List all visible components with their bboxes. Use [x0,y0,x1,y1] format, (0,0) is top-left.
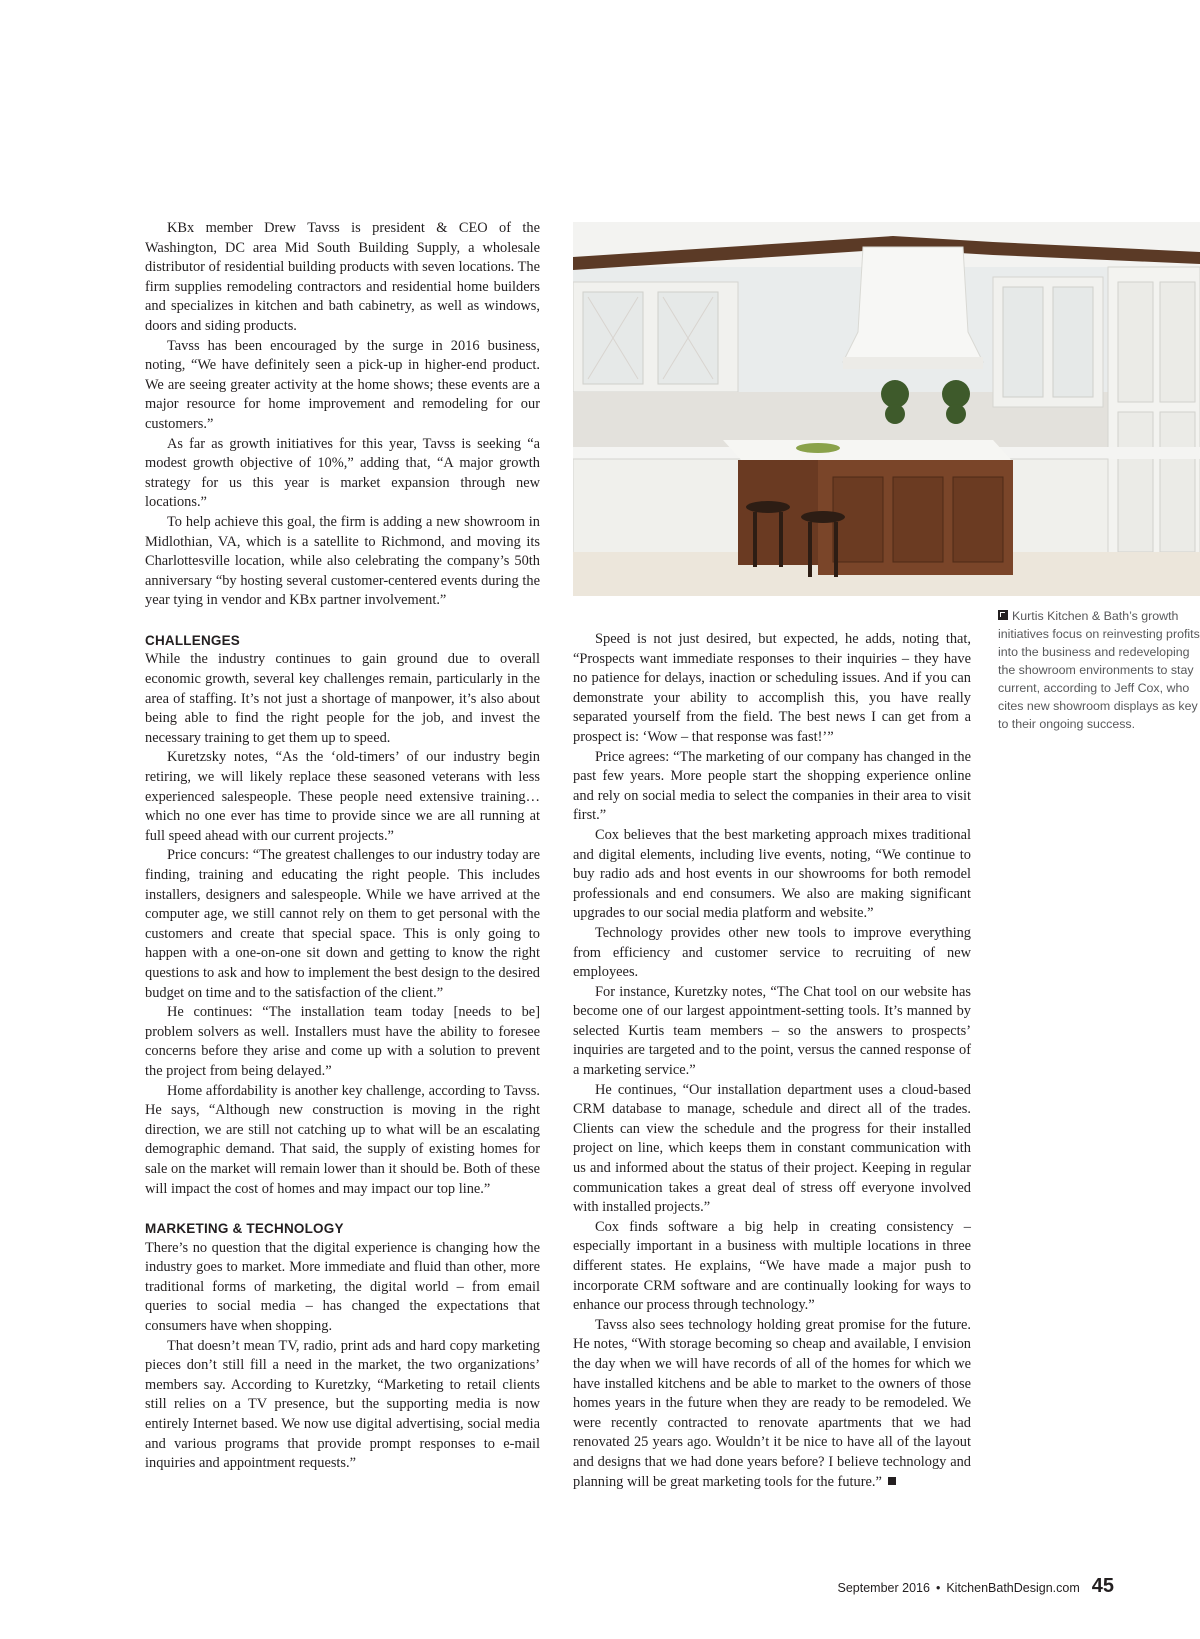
section-heading-marketing: MARKETING & TECHNOLOGY [145,1221,344,1237]
paragraph: As far as growth initiatives for this year, Tavss is seeking “a modest growth objective of 10%,” adding that, “A major growth strategy for us this year is market expansion through new locations.” [145,435,540,511]
paragraph: He continues: “The installation team today [needs to be] problem solvers as well. Installers must have the ability to foresee concerns before they arise and come up with a solution to prevent the project from being delayed.” [145,1004,540,1079]
issue-date: September 2016 [837,1581,930,1595]
paragraph: There’s no question that the digital experience is changing how the industry goes to market. More immediate and fluid than other, more traditional forms of marketing, the digital world – from email queries to social media – has changed the expectations that consumers have when shopping. [145,1239,540,1335]
paragraph: Home affordability is another key challenge, according to Tavss. He says, “Although new construction is moving in the right direction, we are still not catching up to what will be an escalating demographic demand. That said, the supply of existing homes for sale on the market will remain lower than it should be. Both of these will impact the cost of homes and may impact our top line.” [145,1082,540,1197]
end-mark-icon [888,1477,896,1485]
paragraph: For instance, Kuretzky notes, “The Chat tool on our website has become one of our largest appointment-setting tools. It’s manned by selected Kurtis team members – so the answers to prospects’ inquiries are targeted and to the point, versus the canned response of a marketing service.” [573,983,971,1079]
paragraph: Cox finds software a big help in creating consistency – especially important in a business with multiple locations in three different states. He explains, “We have made a major push to incorporate CRM software and are continually looking for ways to enhance our process through technology.” [573,1218,971,1314]
paragraph: That doesn’t mean TV, radio, print ads and hard copy marketing pieces don’t still fill a need in the market, the two organizations’ members say. According to Kuretzky, “Marketing to retail clients still relies on a TV presence, but the supporting media is now entirely Internet based. We now use digital advertising, social media and various programs that provide prompt responses to e-mail inquiries and appointment requests.” [145,1337,540,1472]
paragraph: Technology provides other new tools to improve everything from efficiency and customer service to recruiting of new employees. [573,924,971,981]
page-footer [838,1575,1114,1598]
footer-separator: • [935,1581,941,1595]
photo-arrow-icon [998,610,1008,620]
paragraph: While the industry continues to gain ground due to overall economic growth, several key challenges remain, particularly in the area of staffing. It’s not just a shortage of manpower, it’s also about being able to find the right people for the job, and invest the necessary training to get them up to speed. [145,651,540,746]
paragraph-last [573,1316,971,1492]
paragraph: Speed is not just desired, but expected, he adds, noting that, “Prospects want immediate responses to their inquiries – they have no patience for delays, inaction or scheduling issues. And if you can demonstrate your ability to accomplish this, you have really separated yourself from the field. The best news I can get from a prospect is: ‘Wow – that response was fast!’” [573,631,971,745]
paragraph: To help achieve this goal, the firm is adding a new showroom in Midlothian, VA, which is a satellite to Richmond, and moving its Charlottesville location, while also celebrating the company’s 50th anniversary “by hosting several customer-centered events during the year tying in vendor and KBx partner involvement.” [145,513,540,609]
middle-column [573,630,971,1492]
photo-caption [998,607,1200,733]
caption-text: Kurtis Kitchen & Bath’s growth initiatives focus on reinvesting profits into the business and redeveloping the showroom environments to stay current, according to Jeff Cox, who cites new showroom displays as key to their ongoing success. [998,609,1200,731]
paragraph: Price concurs: “The greatest challenges to our industry today are finding, training and educating the right people. This includes installers, designers and salespeople. While we have arrived at the computer age, we still cannot rely on them to get personal with the customers and create that special space. This is only going to happen with a one-on-one sit down and getting to know the right questions to ask and how to implement the best design to the desired budget on time and to the satisfaction of the client.” [145,847,540,1001]
website-link[interactable]: KitchenBathDesign.com [946,1581,1080,1595]
paragraph: KBx member Drew Tavss is president & CEO of the Washington, DC area Mid South Building Supply, a wholesale distributor of residential building products with seven locations. The firm supplies remodeling contractors and residential home builders and specializes in kitchen and bath cabinetry, as well as windows, doors and siding products. [145,220,540,334]
left-column [145,219,540,1474]
kitchen-photo [573,222,1200,596]
paragraph: Tavss has been encouraged by the surge in 2016 business, noting, “We have definitely seen a pick-up in higher-end product. We are seeing greater activity at the home shows; these events are a major resource for home improvement and remodeling for our customers.” [145,337,540,432]
paragraph: Cox believes that the best marketing approach mixes traditional and digital elements, including live events, noting, “We continue to buy radio ads and host events in our showrooms for both remodel professionals and end consumers. We also are making significant upgrades to our social media platform and website.” [573,826,971,922]
paragraph-text: Tavss also sees technology holding great promise for the future. He notes, “With storage becoming so cheap and available, I envision the day when we will have records of all of the homes for which we have installed kitchens and be able to market to the owners of those homes years in the future when they are ready to be remodeled. We were recently contracted to renovate apartments that we had renovated 25 years ago. Wouldn’t it be nice to have all of the layout and designs that we had done years before? I believe technology and planning will be great marketing tools for the future.” [573,1316,971,1490]
page-number: 45 [1091,1575,1114,1597]
paragraph: Price agrees: “The marketing of our company has changed in the past few years. More people start the shopping experience online and rely on social media to select the companies in their area to visit first.” [573,748,971,824]
section-heading-challenges: CHALLENGES [145,632,241,648]
paragraph: He continues, “Our installation department uses a cloud-based CRM database to manage, schedule and direct all of the trades. Clients can view the schedule and the progress for their installed project on line, which keeps them in constant communication with us and informed about the status of their project. Keeping in regular communication takes a great deal of stress off everyone involved with installed projects.” [573,1081,971,1216]
paragraph: Kuretzsky notes, “As the ‘old-timers’ of our industry begin retiring, we will likely replace these seasoned veterans with less experienced salespeople. These people need extensive training…which no one ever has time to provide since we are all running at full speed ahead with our current projects.” [145,749,540,844]
